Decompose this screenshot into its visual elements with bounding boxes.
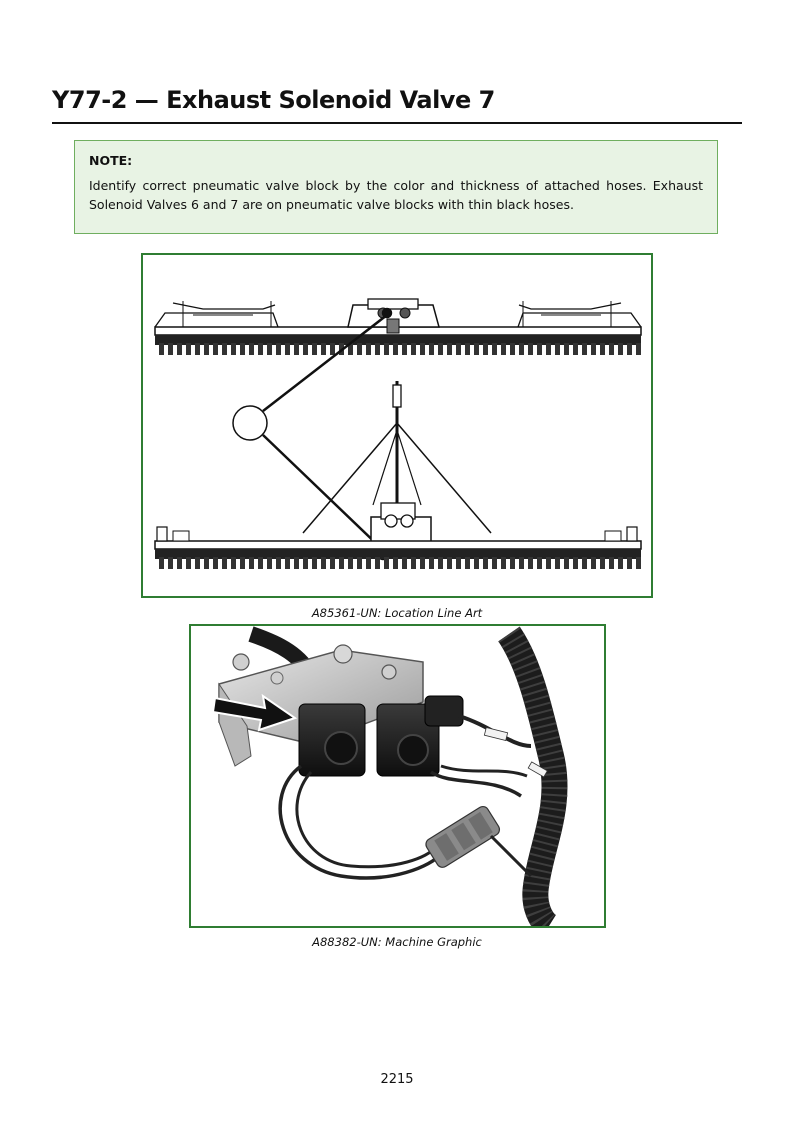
row-unit [186, 343, 191, 355]
row-unit [384, 343, 389, 355]
row-unit [528, 343, 533, 355]
row-unit [231, 343, 236, 355]
row-unit [591, 343, 596, 355]
note-label: NOTE: [89, 153, 133, 168]
row-unit [348, 557, 353, 569]
row-unit [249, 557, 254, 569]
row-unit [528, 557, 533, 569]
row-unit [501, 343, 506, 355]
row-unit [321, 343, 326, 355]
row-unit [456, 343, 461, 355]
row-unit [492, 557, 497, 569]
row-unit [555, 343, 560, 355]
row-unit [375, 343, 380, 355]
row-unit [177, 343, 182, 355]
figure-caption-2: A88382-UN: Machine Graphic [312, 935, 482, 949]
row-unit [195, 557, 200, 569]
row-unit [357, 557, 362, 569]
row-unit [204, 343, 209, 355]
row-unit [285, 557, 290, 569]
row-unit [159, 557, 164, 569]
row-unit [357, 343, 362, 355]
row-unit [312, 557, 317, 569]
row-unit [438, 343, 443, 355]
row-unit [474, 557, 479, 569]
row-unit [591, 557, 596, 569]
row-unit [393, 557, 398, 569]
row-unit [213, 343, 218, 355]
row-unit [609, 557, 614, 569]
row-unit [582, 343, 587, 355]
row-unit [222, 557, 227, 569]
row-unit [312, 343, 317, 355]
row-unit [627, 557, 632, 569]
row-unit [195, 343, 200, 355]
row-unit [465, 557, 470, 569]
row-unit [438, 557, 443, 569]
row-unit [213, 557, 218, 569]
row-unit [267, 557, 272, 569]
row-unit [420, 343, 425, 355]
location-line-art-figure [141, 253, 653, 598]
row-unit [339, 557, 344, 569]
row-unit [186, 557, 191, 569]
figure-caption-1: A85361-UN: Location Line Art [311, 606, 483, 620]
row-unit [168, 557, 173, 569]
row-unit [393, 343, 398, 355]
row-unit [258, 557, 263, 569]
row-unit [483, 557, 488, 569]
row-unit [627, 343, 632, 355]
row-unit [519, 343, 524, 355]
planter-rear-view [155, 381, 641, 569]
title-rule [52, 122, 742, 124]
row-unit [456, 557, 461, 569]
row-unit [573, 557, 578, 569]
page-number: 2215 [380, 1072, 414, 1087]
row-unit [447, 557, 452, 569]
machine-graphic-figure [189, 624, 606, 928]
planter-line-art [143, 255, 651, 596]
row-unit [249, 343, 254, 355]
row-unit [447, 343, 452, 355]
row-unit [168, 343, 173, 355]
row-unit [510, 557, 515, 569]
row-unit [546, 557, 551, 569]
row-unit [474, 343, 479, 355]
row-unit [429, 343, 434, 355]
page-title: Y77-2 — Exhaust Solenoid Valve 7 [52, 86, 495, 114]
row-unit [222, 343, 227, 355]
row-unit [636, 343, 641, 355]
row-unit [330, 557, 335, 569]
row-unit [240, 557, 245, 569]
row-unit [618, 343, 623, 355]
row-unit [519, 557, 524, 569]
row-unit [429, 557, 434, 569]
row-unit [465, 343, 470, 355]
row-unit [501, 557, 506, 569]
row-unit [600, 343, 605, 355]
row-unit [294, 557, 299, 569]
row-unit [564, 557, 569, 569]
row-unit [420, 557, 425, 569]
row-unit [582, 557, 587, 569]
row-unit [276, 343, 281, 355]
row-unit [321, 557, 326, 569]
row-unit [402, 557, 407, 569]
row-unit [564, 343, 569, 355]
row-unit [537, 557, 542, 569]
note-box [74, 140, 718, 234]
planter-top-view [155, 299, 641, 355]
row-unit [303, 557, 308, 569]
row-unit [483, 343, 488, 355]
row-unit [366, 343, 371, 355]
row-unit [231, 557, 236, 569]
valve-block-photo [191, 626, 604, 926]
row-unit [177, 557, 182, 569]
row-unit [294, 343, 299, 355]
row-unit [510, 343, 515, 355]
row-unit [267, 343, 272, 355]
row-unit [276, 557, 281, 569]
row-unit [258, 343, 263, 355]
callout-circle [233, 406, 267, 440]
row-unit [609, 343, 614, 355]
row-unit [366, 557, 371, 569]
row-unit [411, 557, 416, 569]
note-text: Identify correct pneumatic valve block by the color and thickness of attached hoses. Exhaust Solenoid Valves 6 and 7 are on pneumatic valve blocks with thin black hoses. [89, 178, 703, 212]
row-unit [555, 557, 560, 569]
row-unit [402, 343, 407, 355]
row-unit [573, 343, 578, 355]
row-unit [303, 343, 308, 355]
row-unit [240, 343, 245, 355]
row-unit [600, 557, 605, 569]
row-unit [618, 557, 623, 569]
row-unit [537, 343, 542, 355]
row-unit [636, 557, 641, 569]
row-unit [204, 557, 209, 569]
row-unit [546, 343, 551, 355]
row-unit [159, 343, 164, 355]
row-unit [330, 343, 335, 355]
row-unit [411, 343, 416, 355]
row-unit [285, 343, 290, 355]
row-unit [375, 557, 380, 569]
row-unit [384, 557, 389, 569]
row-unit [492, 343, 497, 355]
